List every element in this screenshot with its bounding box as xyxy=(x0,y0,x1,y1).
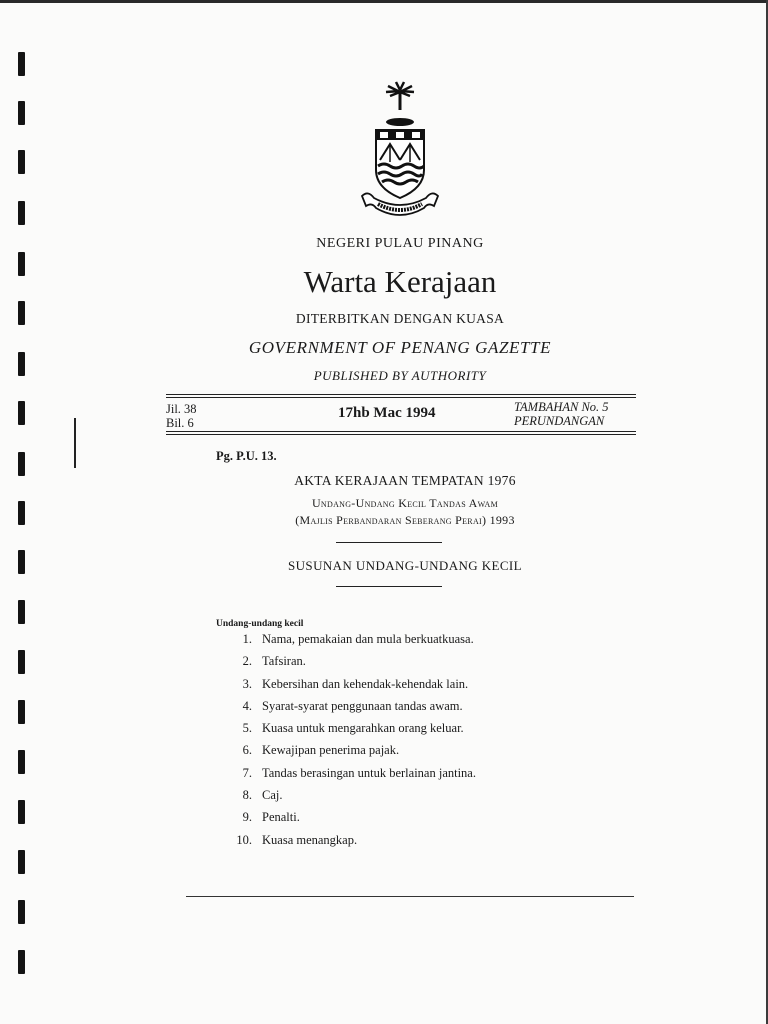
margin-bracket-mark xyxy=(74,418,80,468)
supplement-number: TAMBAHAN No. 5 xyxy=(514,400,609,414)
supplement-block xyxy=(514,400,609,428)
list-item xyxy=(216,654,616,676)
masthead-rule-top xyxy=(166,394,636,395)
punch-hole xyxy=(18,650,25,674)
bylaw-list-heading: Undang-undang kecil xyxy=(216,619,304,629)
punch-hole xyxy=(18,750,25,774)
punch-hole xyxy=(18,600,25,624)
item-number: 5. xyxy=(242,721,252,736)
masthead-rule-bottom xyxy=(166,431,636,432)
item-text: Nama, pemakaian dan mula berkuatkuasa. xyxy=(262,632,474,646)
list-item xyxy=(216,810,616,832)
list-item xyxy=(216,788,616,810)
item-text: Kuasa menangkap. xyxy=(262,832,358,847)
item-number: 2. xyxy=(242,654,252,669)
punch-hole xyxy=(18,850,25,874)
item-text: Tafsiran. xyxy=(262,654,306,669)
item-text: Syarat-syarat penggunaan tandas awam. xyxy=(262,698,463,713)
penang-coat-of-arms-icon xyxy=(358,78,442,222)
bottom-rule xyxy=(186,896,634,897)
council-name: (Majlis Perbandaran Seberang Perai) 1993 xyxy=(295,513,515,527)
punch-hole xyxy=(18,150,25,174)
issue-number: Bil. 6 xyxy=(166,416,194,430)
act-title: AKTA KERAJAAN TEMPATAN 1976 xyxy=(294,473,516,488)
gazette-title-en: GOVERNMENT OF PENANG GAZETTE xyxy=(248,338,552,357)
punch-hole xyxy=(18,950,25,974)
punch-hole xyxy=(18,101,25,125)
punch-hole xyxy=(18,800,25,824)
list-item xyxy=(216,721,616,743)
arrangement-heading: SUSUNAN UNDANG-UNDANG KECIL xyxy=(288,558,522,573)
masthead-rule-bottom-double xyxy=(166,434,636,435)
section-rule xyxy=(336,542,442,543)
item-number: 6. xyxy=(242,743,252,758)
item-number: 7. xyxy=(242,765,252,780)
list-item xyxy=(216,632,616,654)
state-name: NEGERI PULAU PINANG xyxy=(316,236,484,251)
masthead-rule-top-double xyxy=(166,397,636,398)
section-rule xyxy=(336,586,442,587)
published-authority-ms: DITERBITKAN DENGAN KUASA xyxy=(295,311,505,326)
bylaw-list xyxy=(216,632,616,855)
published-authority-en: PUBLISHED BY AUTHORITY xyxy=(313,368,487,383)
punch-hole xyxy=(18,700,25,724)
punch-hole xyxy=(18,201,25,225)
issue-date: 17hb Mac 1994 xyxy=(338,405,436,421)
item-number: 8. xyxy=(242,788,252,803)
issue-volume-block xyxy=(166,402,197,430)
gazette-title: Warta Kerajaan xyxy=(303,264,497,299)
item-number: 10. xyxy=(236,832,252,847)
item-number: 1. xyxy=(242,632,252,646)
item-text: Kewajipan penerima pajak. xyxy=(262,743,400,758)
item-text: Caj. xyxy=(262,788,283,803)
item-number: 3. xyxy=(242,676,252,691)
pu-reference: Pg. P.U. 13. xyxy=(216,449,277,463)
list-item xyxy=(216,743,616,765)
scan-top-edge xyxy=(0,0,768,3)
item-number: 4. xyxy=(242,698,252,713)
item-text: Kebersihan dan kehendak-kehendak lain. xyxy=(262,676,469,691)
item-number: 9. xyxy=(242,810,252,825)
item-text: Tandas berasingan untuk berlainan jantina. xyxy=(262,765,476,780)
bylaw-title: Undang-Undang Kecil Tandas Awam xyxy=(311,496,499,510)
list-item xyxy=(216,699,616,721)
item-text: Penalti. xyxy=(262,810,300,825)
supplement-category: PERUNDANGAN xyxy=(514,414,605,428)
item-text: Kuasa untuk mengarahkan orang keluar. xyxy=(262,721,464,736)
punch-hole xyxy=(18,900,25,924)
volume-number: Jil. 38 xyxy=(166,402,197,416)
punch-hole xyxy=(18,52,25,76)
binding-punch-holes xyxy=(0,0,40,1024)
list-item xyxy=(216,677,616,699)
punch-hole xyxy=(18,401,25,425)
list-item xyxy=(216,833,616,855)
list-item xyxy=(216,766,616,788)
